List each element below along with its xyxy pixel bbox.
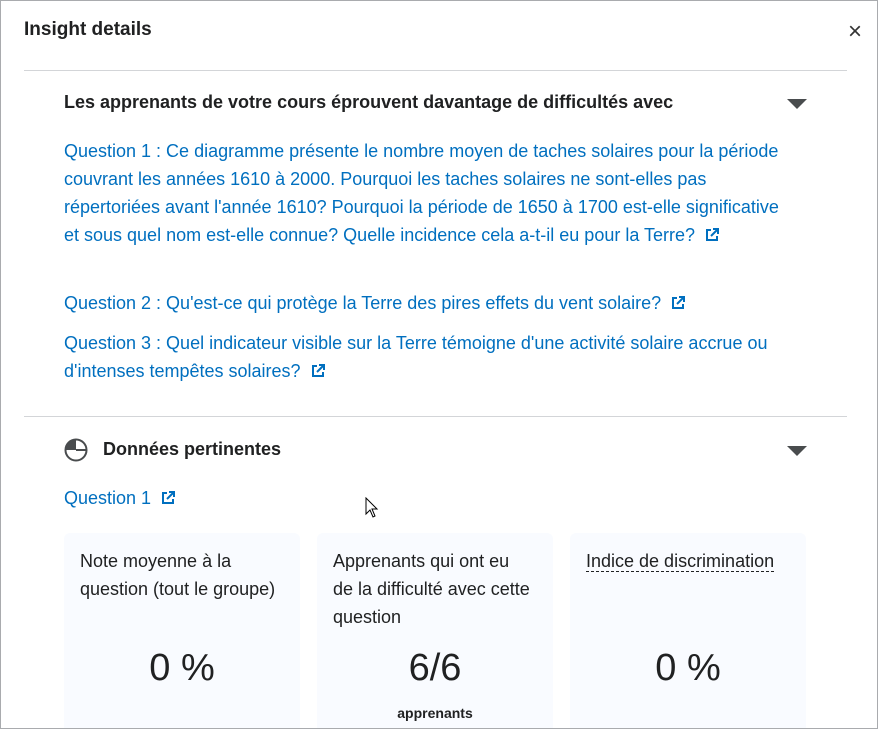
question-1-link[interactable]: [64, 137, 794, 249]
mouse-pointer-icon: [365, 497, 379, 519]
external-link-icon: [311, 364, 325, 378]
average-grade-card: [64, 533, 300, 729]
discrimination-index-tooltip-trigger[interactable]: [586, 547, 786, 575]
card-value: 6/6: [408, 647, 462, 689]
external-link-icon: [705, 228, 719, 242]
question-3-label: Question 3 : Quel indicateur visible sur la Terre témoigne d'une activité solaire accrue ou d'intenses tempêtes solaires?: [64, 333, 768, 381]
chevron-down-icon[interactable]: [787, 99, 807, 109]
relevant-question-link[interactable]: [64, 484, 264, 512]
relevant-data-heading: Données pertinentes: [103, 439, 282, 459]
divider: [24, 70, 847, 71]
card-label: Note moyenne à la question (tout le groupe): [80, 551, 276, 599]
external-link-icon: [671, 296, 685, 310]
difficulties-heading: Les apprenants de votre cours éprouvent davantage de difficultés avec: [64, 92, 674, 112]
card-label: Indice de discrimination: [586, 551, 775, 571]
question-2-link[interactable]: [64, 289, 794, 317]
question-1-label: Question 1 : Ce diagramme présente le nombre moyen de taches solaires pour la période couvrant les années 1610 à 2000. Pourquoi les taches solaires ne sont-elles pas répertoriées avant l'année 1610? Pourquoi la période de 1650 à 1700 est-elle significative et sous quel nom est-elle connue? Quelle incidence cela a-t-il eu pour la Terre?: [64, 141, 779, 245]
card-sub-label: apprenants: [397, 705, 473, 721]
divider: [24, 416, 847, 417]
dialog-title: Insight details: [24, 19, 152, 40]
close-icon[interactable]: ×: [847, 18, 862, 45]
external-link-icon: [161, 491, 175, 505]
card-value: 0 %: [149, 647, 215, 689]
question-3-link[interactable]: [64, 329, 794, 385]
card-value: 0 %: [655, 647, 721, 689]
chevron-down-icon[interactable]: [787, 446, 807, 456]
relevant-question-label: Question 1: [64, 488, 152, 508]
card-label: Apprenants qui ont eu de la difficulté avec cette question: [333, 551, 530, 627]
question-2-label: Question 2 : Qu'est-ce qui protège la Terre des pires effets du vent solaire?: [64, 293, 662, 313]
struggling-learners-card: [317, 533, 553, 729]
discrimination-index-card: [570, 533, 806, 729]
pie-chart-icon: [64, 438, 88, 462]
